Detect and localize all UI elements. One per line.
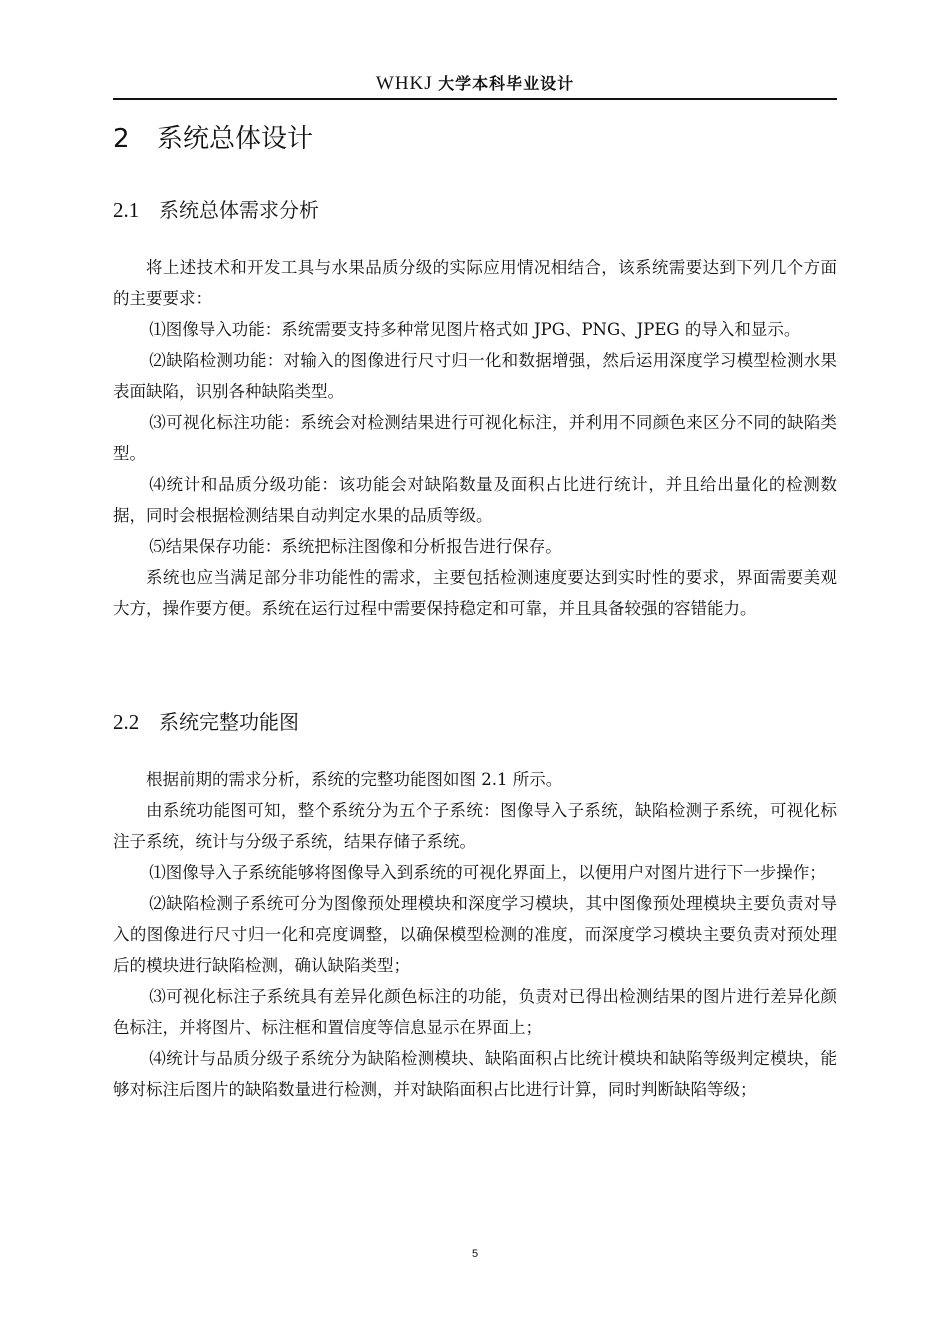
paragraph: ⑵缺陷检测子系统可分为图像预处理模块和深度学习模块，其中图像预处理模块主要负责对导入的图像进行尺寸归一化和亮度调整，以确保模型检测的准度，而深度学习模块主要负责对预处理后的模块进行缺陷检测，确认缺陷类型； <box>113 894 837 975</box>
page-header <box>113 70 837 100</box>
section-title: 系统总体需求分析 <box>159 198 319 222</box>
paragraph: 根据前期的需求分析，系统的完整功能图如图 2.1 所示。 <box>146 770 563 789</box>
header-document-type: 大学本科毕业设计 <box>438 74 575 93</box>
paragraph: ⑸结果保存功能：系统把标注图像和分析报告进行保存。 <box>149 537 562 556</box>
section-body-2-1 <box>113 252 837 624</box>
chapter-heading <box>113 118 313 160</box>
paragraph: ⑴图像导入子系统能够将图像导入到系统的可视化界面上，以便用户对图片进行下一步操作； <box>149 863 826 882</box>
chapter-title: 系统总体设计 <box>157 124 314 154</box>
page-number: 5 <box>471 1248 479 1260</box>
header-university-code: WHKJ <box>375 73 433 94</box>
paragraph: 由系统功能图可知，整个系统分为五个子系统：图像导入子系统，缺陷检测子系统，可视化标注子系统，统计与分级子系统，结果存储子系统。 <box>113 801 837 851</box>
section-body-2-2 <box>113 764 837 1105</box>
paragraph: ⑵缺陷检测功能：对输入的图像进行尺寸归一化和数据增强，然后运用深度学习模型检测水果表面缺陷，识别各种缺陷类型。 <box>113 351 837 401</box>
section-number: 2.2 <box>113 710 140 734</box>
paragraph: ⑷统计和品质分级功能：该功能会对缺陷数量及面积占比进行统计，并且给出量化的检测数据，同时会根据检测结果自动判定水果的品质等级。 <box>113 475 837 525</box>
section-number: 2.1 <box>113 198 140 222</box>
paragraph: ⑴图像导入功能：系统需要支持多种常见图片格式如 JPG、PNG、JPEG 的导入和显示。 <box>149 320 801 339</box>
paragraph: 系统也应当满足部分非功能性的需求，主要包括检测速度要达到实时性的要求，界面需要美观大方，操作要方便。系统在运行过程中需要保持稳定和可靠，并且具备较强的容错能力。 <box>113 568 837 618</box>
paragraph: ⑶可视化标注功能：系统会对检测结果进行可视化标注，并利用不同颜色来区分不同的缺陷类型。 <box>113 413 837 463</box>
section-heading-2-1 <box>113 194 319 226</box>
section-title: 系统完整功能图 <box>159 710 299 734</box>
paragraph: ⑷统计与品质分级子系统分为缺陷检测模块、缺陷面积占比统计模块和缺陷等级判定模块，能够对标注后图片的缺陷数量进行检测，并对缺陷面积占比进行计算，同时判断缺陷等级； <box>113 1049 837 1099</box>
paragraph: ⑶可视化标注子系统具有差异化颜色标注的功能，负责对已得出检测结果的图片进行差异化颜色标注，并将图片、标注框和置信度等信息显示在界面上； <box>113 987 837 1037</box>
paragraph: 将上述技术和开发工具与水果品质分级的实际应用情况相结合，该系统需要达到下列几个方面的主要要求： <box>113 258 837 308</box>
section-heading-2-2 <box>113 706 299 738</box>
chapter-number: 2 <box>113 124 130 154</box>
